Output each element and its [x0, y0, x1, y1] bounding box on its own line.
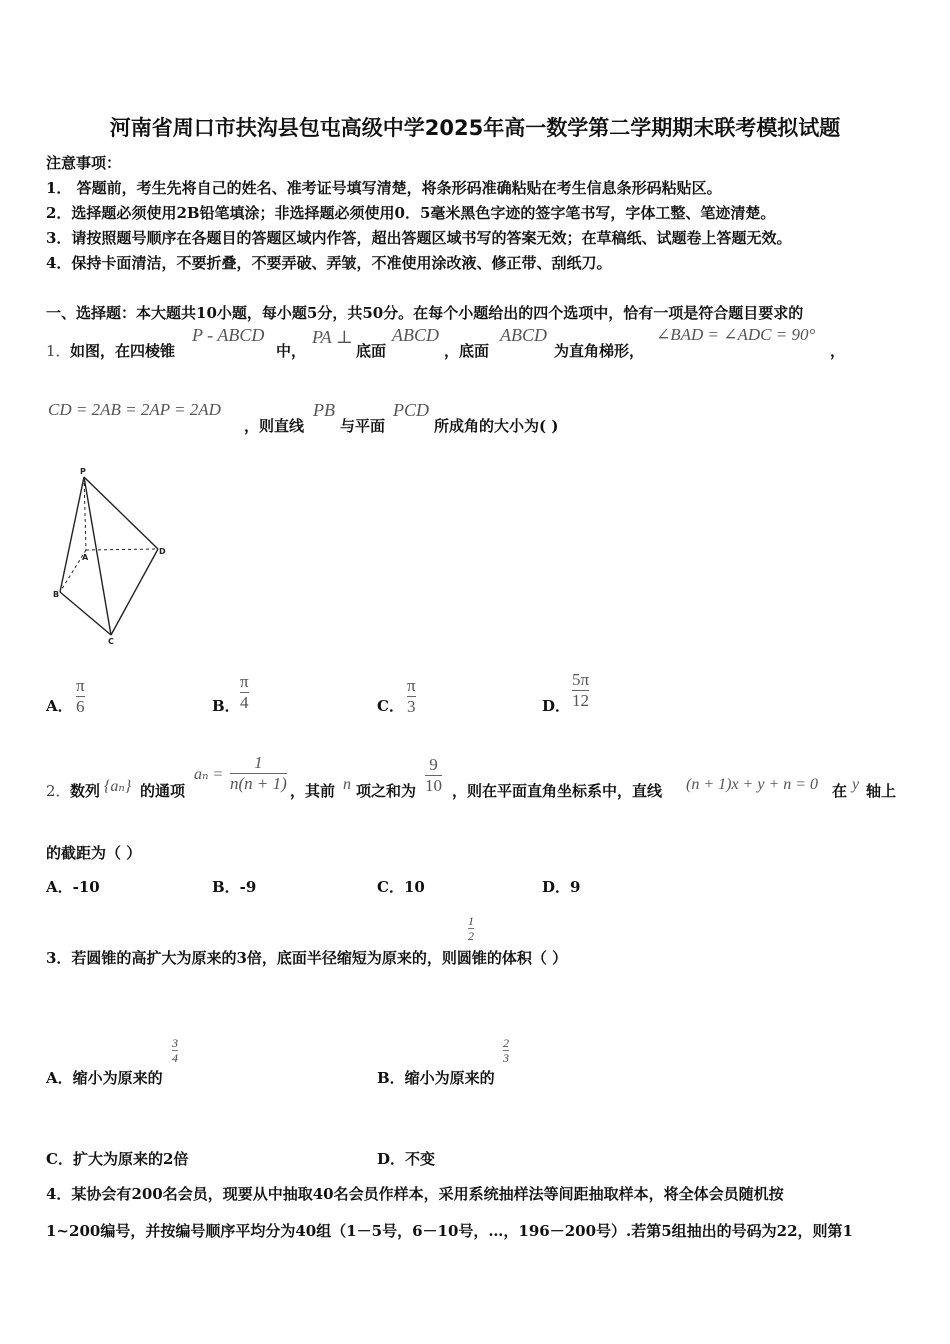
q1-text: 底面	[356, 342, 387, 360]
q1-option-label: C．	[377, 697, 404, 715]
section-heading: 一、选择题：本大题共10小题，每小题5分，共50分。在每个小题给出的四个选项中，恰有一项是符合题目要求的	[46, 304, 804, 322]
q2-text: 在	[832, 782, 848, 800]
vertex-label-a: A	[82, 553, 89, 562]
q3-fraction	[468, 914, 474, 943]
q1-math: P - ABCD	[192, 325, 265, 345]
q1-text: ，则直线	[244, 417, 305, 435]
q2-text: 轴上	[866, 782, 897, 800]
q1-option-label: A．	[46, 697, 73, 715]
fraction-denominator: 2	[468, 929, 474, 943]
fraction-numerator: 9	[429, 755, 438, 774]
edge-cd	[111, 549, 158, 635]
q1-math: PA ⊥	[312, 327, 353, 347]
fraction-denominator: 3	[407, 697, 416, 716]
fraction-numerator: π	[407, 676, 416, 695]
notice-item: 1． 答题前，考生先将自己的姓名、准考证号填写清楚，将条形码准确粘贴在考生信息条形码粘贴区。	[46, 179, 722, 197]
fraction-denominator: 12	[572, 691, 590, 710]
notice-heading: 注意事项：	[46, 154, 122, 172]
notice-item: 2．选择题必须使用2B铅笔填涂；非选择题必须使用0．5毫米黑色字迹的签字笔书写，字体工整、笔迹清楚。	[46, 204, 776, 222]
fraction-numerator: π	[76, 676, 85, 695]
q1-text: ，	[830, 342, 846, 360]
q2-math: (n + 1)x + y + n = 0	[686, 776, 819, 793]
q1-text: 中，	[276, 342, 307, 360]
q1-math: ABCD	[392, 325, 439, 345]
q3-option-fraction	[172, 1036, 178, 1065]
q3-option: C．扩大为原来的2倍	[46, 1150, 189, 1168]
q3-option-fraction	[503, 1036, 509, 1065]
vertex-label-p: P	[80, 467, 86, 476]
q1-math: ABCD	[500, 325, 547, 345]
q3-option: D．不变	[377, 1150, 436, 1168]
fraction-denominator: n(n + 1)	[230, 774, 287, 793]
q2-text: 的通项	[140, 782, 186, 800]
q4-text: 1~200编号，并按编号顺序平均分为40组（1－5号，6－10号，…，196－200号）.若第5组抽出的号码为22，则第1	[46, 1222, 853, 1240]
q2-option: A．-10	[46, 878, 100, 896]
q2-text: ，则在平面直角坐标系中，直线	[452, 782, 663, 800]
edge-pb	[60, 477, 84, 592]
notice-item: 3．请按照题号顺序在各题目的答题区域内作答，超出答题区域书写的答案无效；在草稿纸、试题卷上答题无效。	[46, 229, 792, 247]
q4-text: 4．某协会有200名会员，现要从中抽取40名会员作样本，采用系统抽样法等间距抽取样本，将全体会员随机按	[46, 1185, 784, 1203]
notice-item: 4．保持卡面清洁，不要折叠，不要弄破、弄皱，不准使用涂改液、修正带、刮纸刀。	[46, 254, 612, 272]
q2-text: 数列	[70, 782, 101, 800]
fraction-numerator: 2	[503, 1036, 509, 1050]
q1-text: 如图，在四棱锥	[70, 342, 176, 360]
fraction-numerator: π	[240, 672, 249, 691]
q2-math: n	[343, 776, 351, 793]
vertex-label-b: B	[53, 590, 60, 599]
fraction-numerator: 1	[468, 914, 474, 928]
q2-math: aₙ =	[194, 766, 224, 783]
page-title: 河南省周口市扶沟县包屯高级中学2025年高一数学第二学期期末联考模拟试题	[109, 116, 841, 140]
q1-text: 为直角梯形，	[554, 342, 645, 360]
fraction-denominator: 6	[76, 697, 85, 716]
fraction-denominator: 4	[172, 1051, 178, 1065]
fraction-denominator: 10	[425, 776, 442, 795]
q2-text: ，其前	[290, 782, 336, 800]
q3-option: A．缩小为原来的	[46, 1069, 163, 1087]
q1-number: 1．	[46, 342, 71, 360]
fraction-numerator: 5π	[572, 670, 590, 689]
q1-math: CD = 2AB = 2AP = 2AD	[48, 400, 221, 419]
q1-option-fraction	[240, 672, 249, 713]
fraction-numerator: 1	[254, 753, 263, 772]
q1-math: PCD	[393, 400, 429, 420]
q2-option: C．10	[377, 878, 425, 896]
q1-option-fraction	[407, 676, 416, 717]
q2-term-fraction	[230, 753, 287, 794]
q2-option: B．-9	[212, 878, 257, 896]
q2-text: 项之和为	[356, 782, 417, 800]
q1-text: 所成角的大小为( )	[434, 417, 559, 435]
q3-text: 3．若圆锥的高扩大为原来的3倍，底面半径缩短为原来的，则圆锥的体积（ ）	[46, 949, 568, 967]
q2-math: y	[852, 776, 860, 793]
q2-sum-fraction	[425, 755, 442, 796]
q1-text: 与平面	[340, 417, 386, 435]
q1-text: ，底面	[444, 342, 490, 360]
q2-math: {aₙ}	[104, 778, 132, 795]
edge-bc	[60, 592, 111, 635]
vertex-label-c: C	[108, 637, 114, 646]
q2-text: 的截距为（ ）	[46, 844, 142, 862]
q2-option: D．9	[542, 878, 581, 896]
q1-math: ∠BAD = ∠ADC = 90°	[656, 325, 816, 344]
vertex-label-d: D	[159, 547, 166, 556]
q1-option-fraction	[76, 676, 85, 717]
fraction-denominator: 4	[240, 693, 249, 712]
q2-number: 2．	[46, 782, 71, 800]
q1-option-fraction	[572, 670, 589, 711]
pyramid-figure	[48, 462, 178, 647]
q1-math: PB	[313, 400, 335, 420]
q1-option-label: D．	[542, 697, 571, 715]
fraction-denominator: 3	[503, 1051, 509, 1065]
q1-option-label: B．	[212, 697, 240, 715]
q3-option: B．缩小为原来的	[377, 1069, 495, 1087]
fraction-numerator: 3	[172, 1036, 178, 1050]
